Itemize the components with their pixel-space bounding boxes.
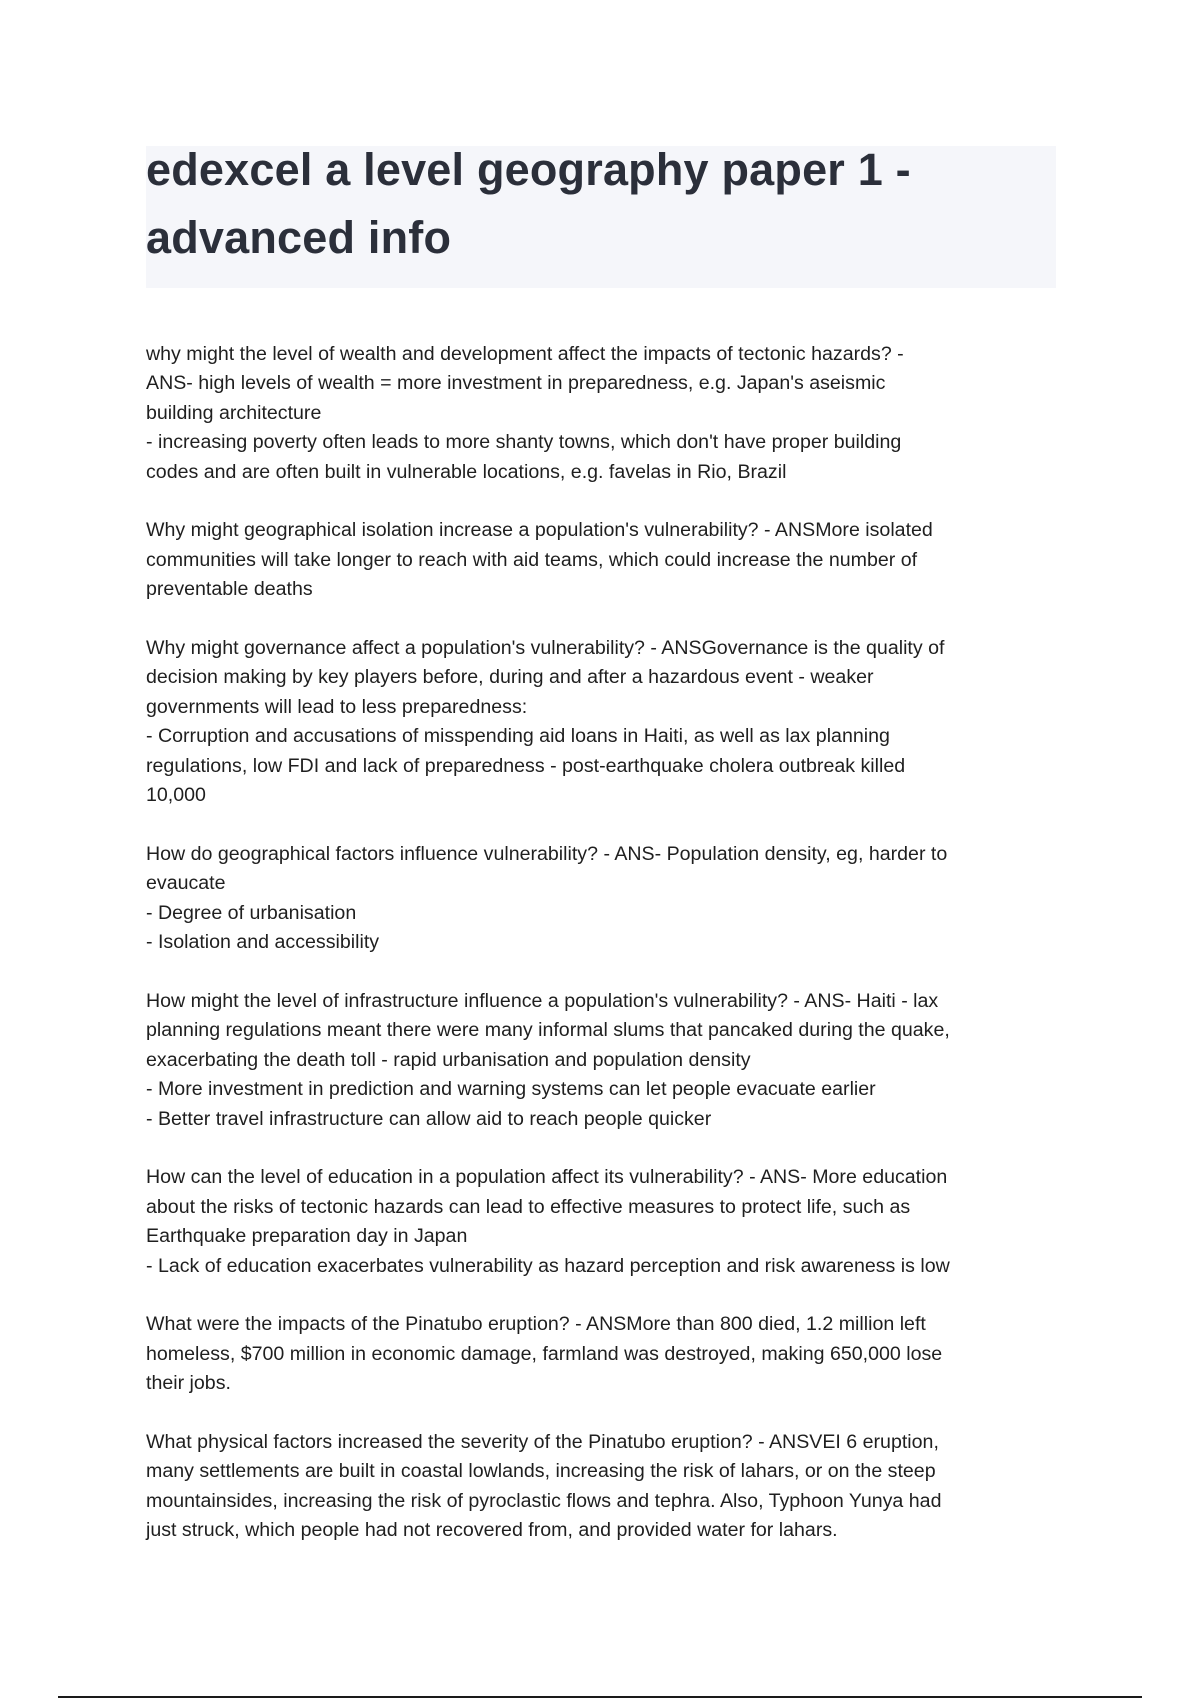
qa-line: regulations, low FDI and lack of preparedness - post-earthquake cholera outbreak killed bbox=[146, 754, 906, 777]
qa-line: about the risks of tectonic hazards can lead to effective measures to protect life, such as bbox=[146, 1195, 911, 1218]
document-body bbox=[146, 340, 1066, 1575]
qa-line: evaucate bbox=[146, 872, 226, 895]
footer-rule bbox=[58, 1696, 1142, 1698]
qa-line: ANS- high levels of wealth = more investment in preparedness, e.g. Japan's aseismic bbox=[146, 372, 886, 395]
qa-item bbox=[146, 987, 1066, 1134]
qa-line: - Degree of urbanisation bbox=[146, 901, 357, 924]
qa-item bbox=[146, 1163, 1066, 1281]
qa-line: Why might geographical isolation increase a population's vulnerability? - ANSMore isolated bbox=[146, 519, 933, 542]
qa-line: - Isolation and accessibility bbox=[146, 931, 380, 954]
title-line-2: advanced info bbox=[146, 212, 452, 263]
qa-line: homeless, $700 million in economic damage, farmland was destroyed, making 650,000 lose bbox=[146, 1342, 943, 1365]
qa-line: exacerbating the death toll - rapid urbanisation and population density bbox=[146, 1048, 751, 1071]
qa-line: - increasing poverty often leads to more shanty towns, which don't have proper building bbox=[146, 431, 902, 454]
qa-line: - Corruption and accusations of misspending aid loans in Haiti, as well as lax planning bbox=[146, 725, 890, 748]
qa-line: - More investment in prediction and warning systems can let people evacuate earlier bbox=[146, 1078, 876, 1101]
qa-line: 10,000 bbox=[146, 784, 206, 807]
title-block bbox=[146, 146, 1056, 288]
qa-line: How do geographical factors influence vulnerability? - ANS- Population density, eg, harder to bbox=[146, 842, 948, 865]
qa-line: just struck, which people had not recovered from, and provided water for lahars. bbox=[146, 1519, 838, 1542]
qa-line: What physical factors increased the severity of the Pinatubo eruption? - ANSVEI 6 eruption, bbox=[146, 1430, 939, 1453]
qa-line: Earthquake preparation day in Japan bbox=[146, 1225, 468, 1248]
qa-item bbox=[146, 1310, 1066, 1398]
qa-line: many settlements are built in coastal lowlands, increasing the risk of lahars, or on the steep bbox=[146, 1460, 936, 1483]
qa-line: What were the impacts of the Pinatubo eruption? - ANSMore than 800 died, 1.2 million left bbox=[146, 1313, 926, 1336]
qa-line: planning regulations meant there were many informal slums that pancaked during the quake, bbox=[146, 1019, 950, 1042]
qa-line: - Lack of education exacerbates vulnerability as hazard perception and risk awareness is low bbox=[146, 1254, 950, 1277]
qa-line: building architecture bbox=[146, 401, 322, 424]
qa-line: governments will lead to less preparedness: bbox=[146, 695, 528, 718]
qa-item bbox=[146, 340, 1066, 487]
qa-line: their jobs. bbox=[146, 1372, 231, 1395]
qa-line: How can the level of education in a population affect its vulnerability? - ANS- More education bbox=[146, 1166, 948, 1189]
qa-line: decision making by key players before, during and after a hazardous event - weaker bbox=[146, 666, 874, 689]
document-title bbox=[146, 146, 1056, 262]
qa-item bbox=[146, 516, 1066, 604]
qa-line: Why might governance affect a population's vulnerability? - ANSGovernance is the quality of bbox=[146, 637, 945, 660]
qa-line: How might the level of infrastructure influence a population's vulnerability? - ANS- Haiti - lax bbox=[146, 989, 939, 1012]
qa-item bbox=[146, 1428, 1066, 1546]
title-line-1: edexcel a level geography paper 1 - bbox=[146, 144, 911, 195]
qa-item bbox=[146, 840, 1066, 958]
qa-line: preventable deaths bbox=[146, 578, 313, 601]
qa-line: - Better travel infrastructure can allow aid to reach people quicker bbox=[146, 1107, 712, 1130]
qa-line: codes and are often built in vulnerable locations, e.g. favelas in Rio, Brazil bbox=[146, 460, 787, 483]
qa-line: mountainsides, increasing the risk of pyroclastic flows and tephra. Also, Typhoon Yunya had bbox=[146, 1489, 942, 1512]
qa-line: why might the level of wealth and development affect the impacts of tectonic hazards? - bbox=[146, 343, 904, 365]
qa-line: communities will take longer to reach with aid teams, which could increase the number of bbox=[146, 548, 918, 571]
qa-item bbox=[146, 634, 1066, 810]
